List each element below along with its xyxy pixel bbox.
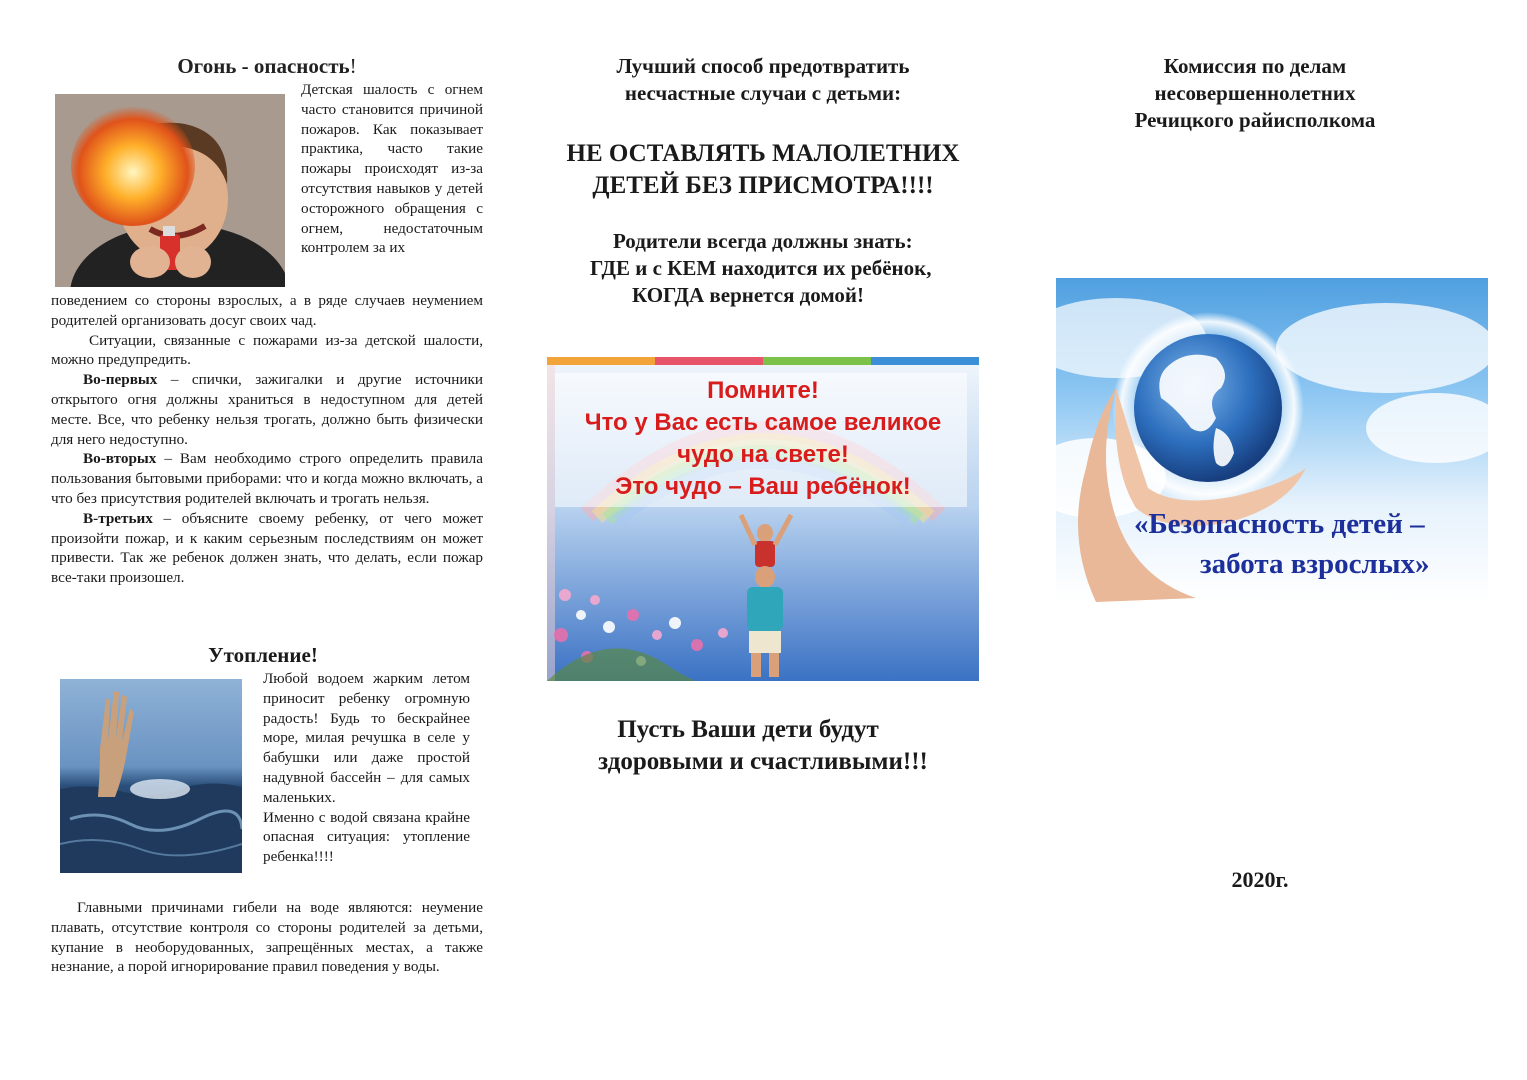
parents-know-line-3: КОГДА вернется домой! (632, 283, 865, 307)
left-column (51, 52, 483, 588)
fire-heading-mark: ! (349, 54, 357, 78)
wish-line-1: Пусть Ваши дети будут (617, 716, 879, 743)
banner-line-4: Это чудо – Ваш ребёнок! (615, 473, 911, 500)
banner-stripe (547, 357, 979, 365)
second-rule (51, 449, 483, 508)
banner-line-2: Что у Вас есть самое великое (584, 409, 942, 436)
stripe-pink (655, 357, 763, 365)
drown-heading: Утопление! (208, 643, 318, 667)
slogan-line-2: забота взрослых» (1200, 548, 1430, 580)
first-rule-text: – спички, зажигалки и другие источники открытого огня должны храниться в недоступном для детей месте. Все, что ребенку нельзя трогать, должно быть физически для него недоступно. (51, 371, 483, 448)
drown-intro-text: Любой водоем жарким летом приносит ребенку огромную радость! Будь то бескрайнее море, милая речушка в селе у бабушки или даже простой надувной бассейн – для самых маленьких. (263, 670, 470, 806)
fire-prevent-text: Ситуации, связанные с пожарами из-за детской шалости, можно предупредить. (51, 331, 483, 369)
drown-photo (60, 679, 242, 873)
banner-text (547, 375, 979, 503)
parents-know (547, 228, 987, 309)
parents-know-line-2: ГДЕ и с КЕМ находится их ребёнок, (590, 256, 932, 280)
main-call-line-1: НЕ ОСТАВЛЯТЬ МАЛОЛЕТНИХ (566, 140, 960, 167)
main-call (540, 138, 986, 202)
best-way-heading (547, 53, 979, 107)
stripe-blue (871, 357, 979, 365)
wish-text (547, 714, 979, 778)
stripe-green (763, 357, 871, 365)
parents-know-line-1: Родители всегда должны знать: (613, 229, 913, 253)
second-rule-text: – Вам необходимо строго определить правила пользования бытовыми приборами: что и когда можно включать, а что без присутствия родителей включать и трогать нельзя. (51, 450, 483, 507)
commission-line-1: Комиссия по делам (1163, 54, 1347, 78)
reminder-banner (547, 357, 979, 681)
drown-causes-text: Главными причинами гибели на воде являются: неумение плавать, отсутствие контроля со стороны родителей за детьми, купание в необорудованных, запрещённых местах, а также незнание, а порой игнорирование правил поведения у воды. (51, 899, 483, 976)
wish-line-2: здоровыми и счастливыми!!! (598, 748, 928, 775)
fire-intro-text: Детская шалость с огнем часто становится причиной пожаров. Как показывает практика, часто такие пожары происходят из-за отсутствия навыков у детей осторожного обращения с огнем, недостаточным контролем за их (301, 81, 483, 257)
fire-photo (55, 94, 285, 287)
fire-heading (51, 52, 483, 80)
fire-heading-text: Огонь - опасность (177, 54, 350, 78)
first-rule-label: Во-первых (83, 371, 158, 389)
banner-line-1: Помните! (707, 377, 819, 404)
commission-line-2: несовершеннолетних (1154, 81, 1356, 105)
main-call-line-2: ДЕТЕЙ БЕЗ ПРИСМОТРА!!!! (592, 172, 934, 199)
fire-intro-continued: поведением со стороны взрослых, а в ряде случаев неумением родителей организовать досуг своих чад. (51, 292, 483, 329)
drown-text-block (263, 669, 470, 867)
boy-with-fire-illustration (55, 94, 285, 287)
stripe-orange (547, 357, 655, 365)
third-rule-label: В-третьих (83, 509, 153, 527)
commission-heading (1100, 53, 1410, 134)
first-rule (51, 370, 483, 449)
best-way-line-1: Лучший способ предотвратить (616, 54, 910, 78)
third-rule (51, 509, 483, 588)
globe-hands-image (1056, 278, 1488, 602)
slogan-line-1: «Безопасность детей – (1134, 508, 1425, 540)
slogan (1056, 504, 1488, 584)
commission-line-3: Речицкого райисполкома (1134, 108, 1376, 132)
third-rule-text: – объясните своему ребенку, от чего может произойти пожар, и к каким серьезным последствиям он может привести. Так же ребенок должен знать, что делать, если пожар все-таки произошел. (51, 509, 483, 587)
best-way-line-2: несчастные случаи с детьми: (624, 81, 902, 105)
banner-line-3: чудо на свете! (677, 441, 849, 468)
second-rule-label: Во-вторых (83, 450, 157, 468)
year-label: 2020г. (1231, 867, 1289, 892)
drown-danger-text: Именно с водой связана крайне опасная ситуация: утопление ребенка!!!! (263, 808, 470, 866)
drowning-hand-illustration (60, 679, 242, 873)
